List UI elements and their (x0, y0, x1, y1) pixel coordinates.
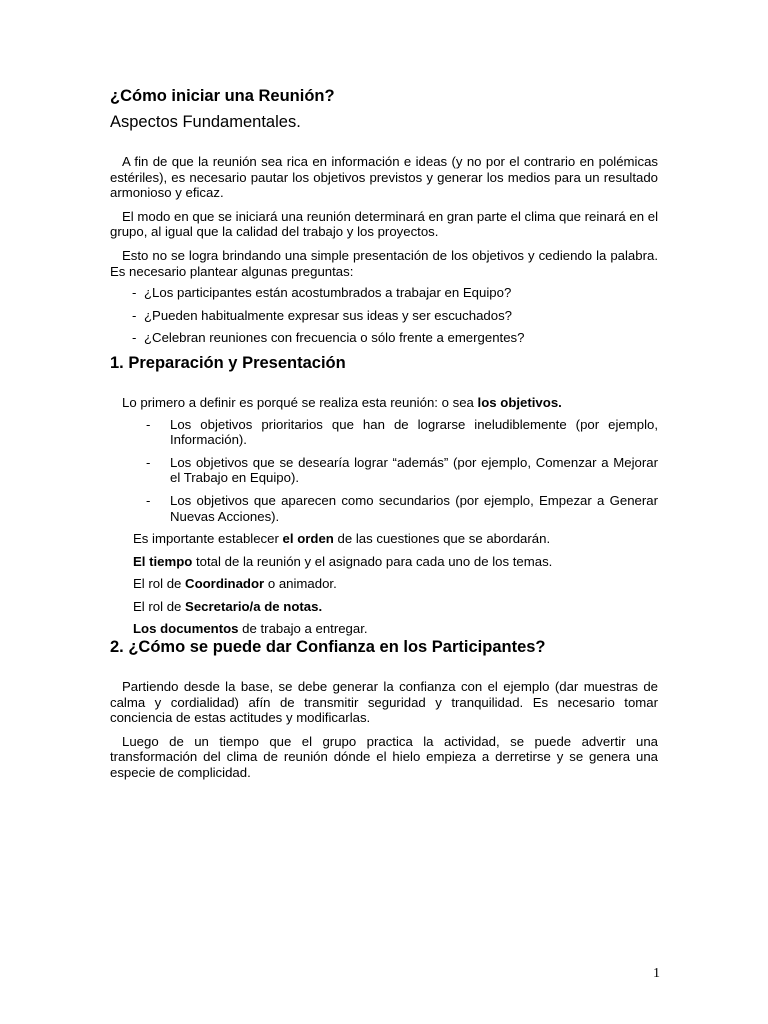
item-text: de las cuestiones que se abordarán. (333, 531, 551, 547)
intro-paragraph-3: Esto no se logra brindando una simple presentación de los objetivos y cediendo la palabra. Es necesario plantear algunas preguntas: (110, 247, 658, 279)
preparation-item-documents (133, 621, 658, 637)
section-1-heading: 1. Preparación y Presentación (110, 353, 346, 372)
item-text: El rol de (133, 598, 186, 614)
section-2-paragraph-1: Partiendo desde la base, se debe generar la confianza con el ejemplo (dar muestras de calma y cordialidad) afín de transmitir seguridad y tranquilidad. Es necesario tomar conciencia de estas actitudes y modificarlas. (110, 679, 658, 726)
document-subtitle: Aspectos Fundamentales. (110, 113, 301, 131)
section-2-paragraph-2: Luego de un tiempo que el grupo practica la actividad, se puede advertir una transformación del clima de reunión dónde el hielo empieza a derretirse y se genera una especie de complicidad. (110, 733, 658, 781)
preparation-item-secretary (133, 599, 658, 615)
document-body (110, 86, 658, 781)
section-1-intro-bold: los objetivos. (477, 394, 562, 410)
objective-item: - Los objetivos prioritarios que han de lograrse ineludiblemente (por ejemplo, Información). (146, 417, 658, 448)
item-text: El rol de (133, 576, 186, 592)
questions-list (110, 285, 658, 346)
page-number: 1 (653, 966, 660, 981)
question-item: - ¿Los participantes están acostumbrados a trabajar en Equipo? (132, 285, 658, 301)
question-item: - ¿Celebran reuniones con frecuencia o sólo frente a emergentes? (132, 330, 658, 346)
item-bold-text: Los documentos (133, 621, 239, 637)
preparation-item-coordinator (133, 576, 658, 592)
objective-item: - Los objetivos que se desearía lograr “además” (por ejemplo, Comenzar a Mejorar el Trabajo en Equipo). (146, 455, 658, 486)
objectives-list (146, 417, 658, 525)
intro-paragraph-2: El modo en que se iniciará una reunión determinará en gran parte el clima que reinará en el grupo, al igual que la calidad del trabajo y los proyectos. (110, 208, 658, 240)
item-bold-text: Secretario/a de notas. (185, 598, 323, 614)
section-2-heading: 2. ¿Cómo se puede dar Confianza en los Participantes? (110, 638, 546, 657)
section-1-intro-text: Lo primero a definir es porqué se realiza esta reunión: o sea (122, 394, 478, 410)
intro-paragraph-1: A fin de que la reunión sea rica en información e ideas (y no por el contrario en polémicas estériles), es necesario pautar los objetivos previstos y generar los medios para un resultado armonioso y eficaz. (110, 154, 658, 201)
preparation-item-order (133, 531, 658, 547)
question-item: - ¿Pueden habitualmente expresar sus ideas y ser escuchados? (132, 308, 658, 324)
objective-item: - Los objetivos que aparecen como secundarios (por ejemplo, Empezar a Generar Nuevas Acciones). (146, 493, 658, 524)
item-text: o animador. (264, 576, 337, 592)
item-text: de trabajo a entregar. (238, 621, 368, 637)
preparation-item-time (133, 554, 658, 570)
document-title: ¿Cómo iniciar una Reunión? (110, 87, 335, 105)
item-text: Es importante establecer (133, 531, 283, 547)
section-1-intro (122, 395, 658, 411)
item-text: total de la reunión y el asignado para cada uno de los temas. (192, 553, 553, 569)
item-bold-text: el orden (282, 531, 334, 547)
item-bold-text: Coordinador (185, 576, 265, 592)
item-bold-text: El tiempo (133, 553, 193, 569)
